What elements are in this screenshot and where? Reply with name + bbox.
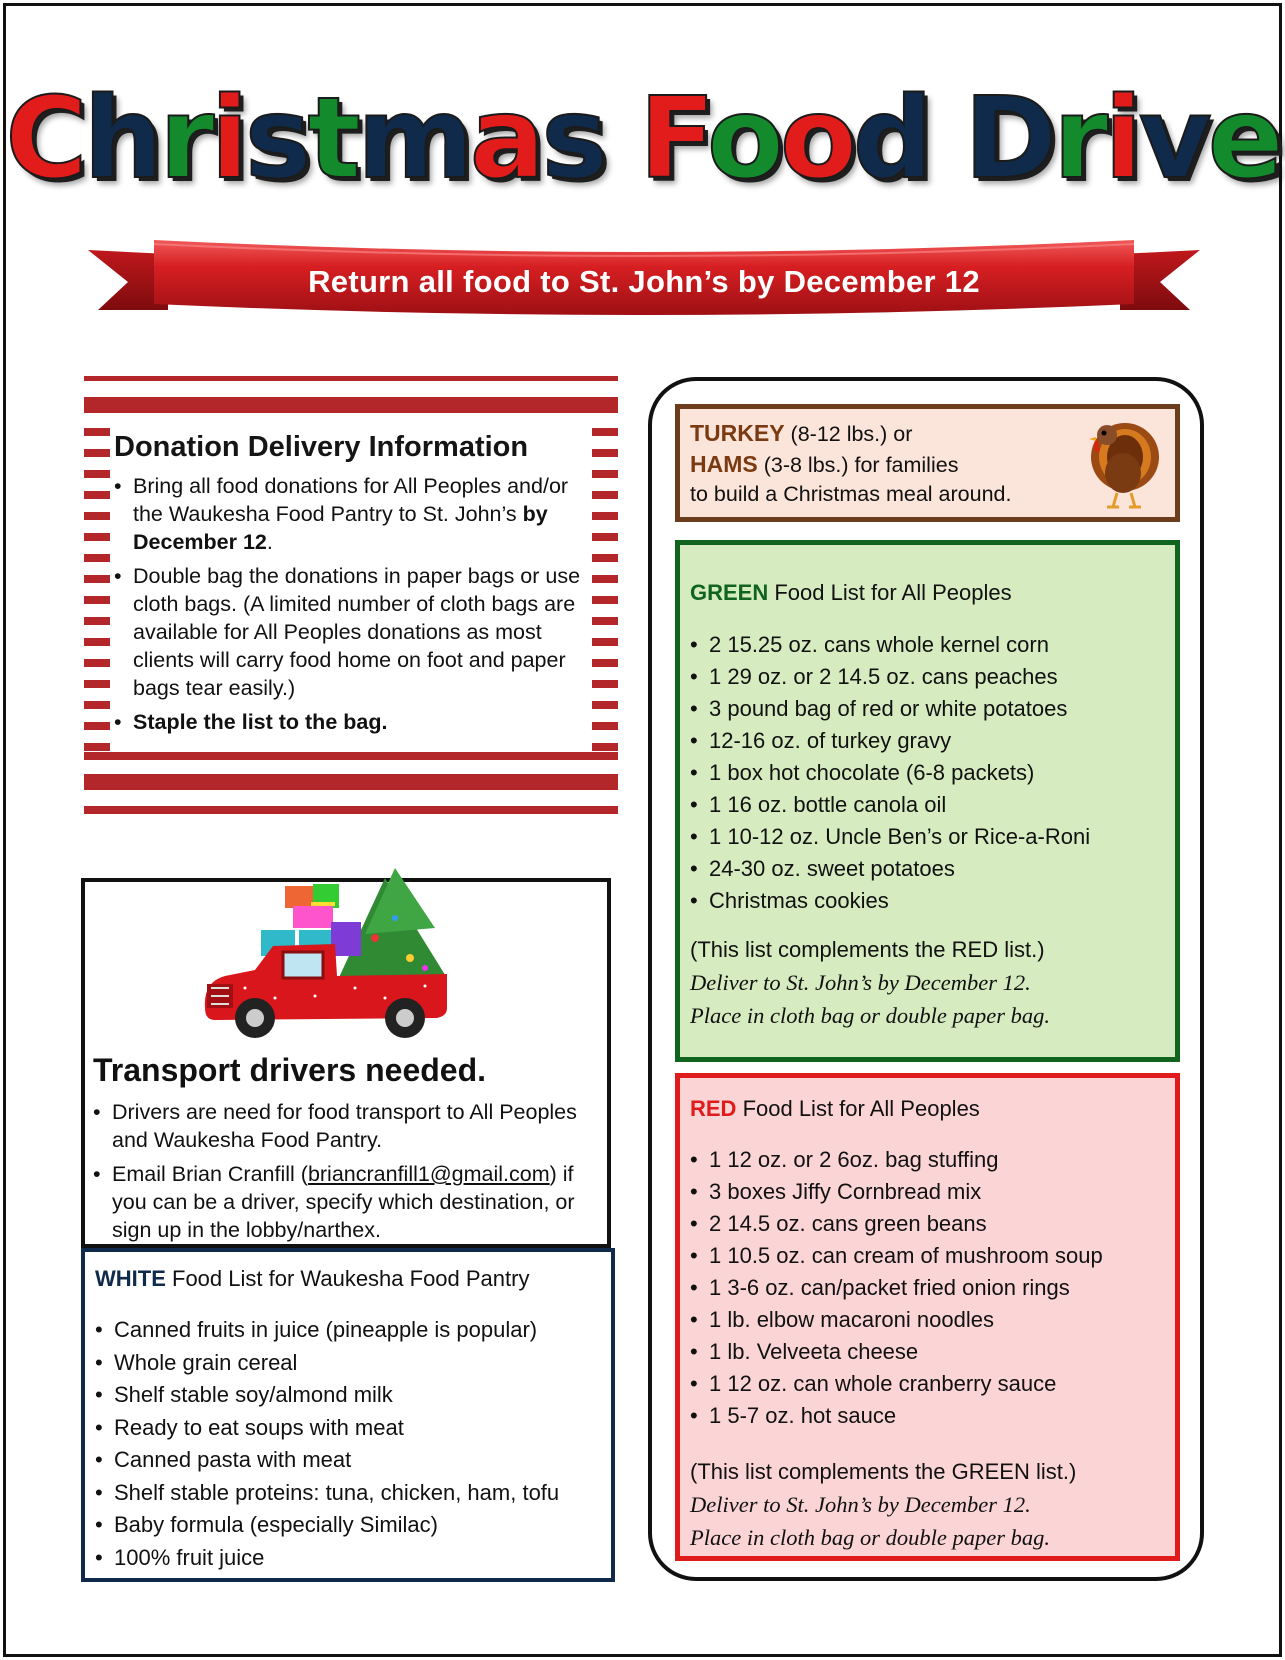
- stripe-decoration: [84, 752, 618, 760]
- list-item: • 1 10.5 oz. can cream of mushroom soup: [690, 1240, 1170, 1272]
- stripe-decoration: [84, 397, 618, 413]
- list-item: • 1 10-12 oz. Uncle Ben’s or Rice-a-Roni: [690, 821, 1170, 853]
- title-letter: t: [307, 74, 358, 204]
- list-item: • Shelf stable soy/almond milk: [95, 1379, 605, 1412]
- title-letter: F: [639, 74, 708, 204]
- title-letter: D: [964, 74, 1054, 204]
- list-item: • 2 15.25 oz. cans whole kernel corn: [690, 629, 1170, 661]
- turkey-ham-box: [675, 404, 1180, 522]
- list-item: • 1 lb. Velveeta cheese: [690, 1336, 1170, 1368]
- stripe-decoration: [592, 428, 618, 758]
- title-letter: r: [1053, 74, 1105, 204]
- transport-list: [93, 1098, 603, 1250]
- title-letter: r: [159, 74, 211, 204]
- white-food-list-box: [81, 1248, 615, 1582]
- transport-heading: Transport drivers needed.: [93, 1052, 487, 1088]
- green-food-list-box: [675, 540, 1180, 1062]
- ribbon-text: Return all food to St. John’s by December 12: [308, 264, 980, 299]
- title-letter: o: [707, 74, 780, 204]
- turkey-text: TURKEY (8-12 lbs.) or HAMS (3-8 lbs.) for families to build a Christmas meal around.: [690, 420, 1012, 506]
- delivery-info-box: [84, 376, 618, 818]
- title-letter: i: [210, 74, 245, 204]
- title-letter: d: [852, 74, 930, 204]
- list-item: • Whole grain cereal: [95, 1347, 605, 1380]
- green-list: [690, 629, 1170, 917]
- list-item: • 1 12 oz. can whole cranberry sauce: [690, 1368, 1170, 1400]
- list-item: • 1 29 oz. or 2 14.5 oz. cans peaches: [690, 661, 1170, 693]
- list-item: • Canned pasta with meat: [95, 1444, 605, 1477]
- list-item: • 24-30 oz. sweet potatoes: [690, 853, 1170, 885]
- turkey-icon: [1083, 413, 1163, 513]
- list-item: • 1 lb. elbow macaroni noodles: [690, 1304, 1170, 1336]
- stripe-decoration: [84, 806, 618, 814]
- stripe-decoration: [84, 774, 618, 790]
- title-letter: m: [357, 74, 470, 204]
- white-list: [95, 1314, 605, 1574]
- title-letter: e: [1207, 74, 1280, 204]
- white-list-heading: WHITE Food List for Waukesha Food Pantry: [95, 1266, 530, 1291]
- list-item: • 1 3-6 oz. can/packet fried onion rings: [690, 1272, 1170, 1304]
- list-item: • Christmas cookies: [690, 885, 1170, 917]
- list-item: • Canned fruits in juice (pineapple is popular): [95, 1314, 605, 1347]
- list-item: • 12-16 oz. of turkey gravy: [690, 725, 1170, 757]
- stripe-decoration: [84, 376, 618, 381]
- title-letter: i: [1104, 74, 1139, 204]
- red-list-note: (This list complements the GREEN list.) Deliver to St. John’s by December 12. Place in cloth bag or double paper bag.: [690, 1459, 1077, 1550]
- list-item: • 100% fruit juice: [95, 1542, 605, 1575]
- list-item: • 1 box hot chocolate (6-8 packets): [690, 757, 1170, 789]
- page-title: [0, 72, 1285, 206]
- title-letter: s: [244, 74, 308, 204]
- list-item: • 1 12 oz. or 2 6oz. bag stuffing: [690, 1144, 1170, 1176]
- delivery-item: • Double bag the donations in paper bags or use cloth bags. (A limited number of cloth bags are available for All Peoples donations as most clients will carry food home on foot and paper bags tear easily.): [114, 562, 584, 702]
- delivery-item: • Bring all food donations for All Peoples and/or the Waukesha Food Pantry to St. John’s by December 12.: [114, 472, 584, 556]
- title-word-food: [639, 74, 964, 204]
- list-item: • Ready to eat soups with meat: [95, 1412, 605, 1445]
- title-letter: s: [541, 74, 605, 204]
- delivery-heading: Donation Delivery Information: [114, 431, 529, 463]
- list-item: • 1 16 oz. bottle canola oil: [690, 789, 1170, 821]
- red-list-heading: RED Food List for All Peoples: [690, 1096, 980, 1121]
- title-letter: o: [779, 74, 853, 204]
- red-food-list-box: [675, 1073, 1180, 1561]
- ribbon-banner: [88, 240, 1200, 340]
- email-link[interactable]: briancranfill1@gmail.com: [307, 1162, 550, 1186]
- list-item: • 2 14.5 oz. cans green beans: [690, 1208, 1170, 1240]
- list-item: • 1 5-7 oz. hot sauce: [690, 1400, 1170, 1432]
- christmas-truck-icon: [185, 858, 495, 1058]
- transport-box: [81, 878, 611, 1248]
- stripe-decoration: [84, 428, 110, 758]
- title-letter: v: [1138, 74, 1208, 204]
- transport-item: • Email Brian Cranfill (briancranfill1@gmail.com) if you can be a driver, specify which destination, or sign up in the lobby/narthex.: [93, 1160, 603, 1244]
- green-list-heading: GREEN Food List for All Peoples: [690, 580, 1012, 605]
- title-letter: a: [469, 74, 542, 204]
- list-item: • Shelf stable proteins: tuna, chicken, ham, tofu: [95, 1477, 605, 1510]
- title-letter: h: [83, 74, 160, 204]
- list-item: • Baby formula (especially Similac): [95, 1509, 605, 1542]
- red-list: [690, 1144, 1170, 1432]
- title-word-drive: [964, 74, 1280, 204]
- title-word-christmas: [5, 74, 639, 204]
- green-list-note: (This list complements the RED list.) Deliver to St. John’s by December 12. Place in cloth bag or double paper bag.: [690, 937, 1050, 1028]
- title-letter: C: [5, 74, 84, 204]
- list-item: • 3 pound bag of red or white potatoes: [690, 693, 1170, 725]
- delivery-item: • Staple the list to the bag.: [114, 708, 584, 736]
- delivery-list: [114, 472, 584, 736]
- transport-item: • Drivers are need for food transport to All Peoples and Waukesha Food Pantry.: [93, 1098, 603, 1154]
- list-item: • 3 boxes Jiffy Cornbread mix: [690, 1176, 1170, 1208]
